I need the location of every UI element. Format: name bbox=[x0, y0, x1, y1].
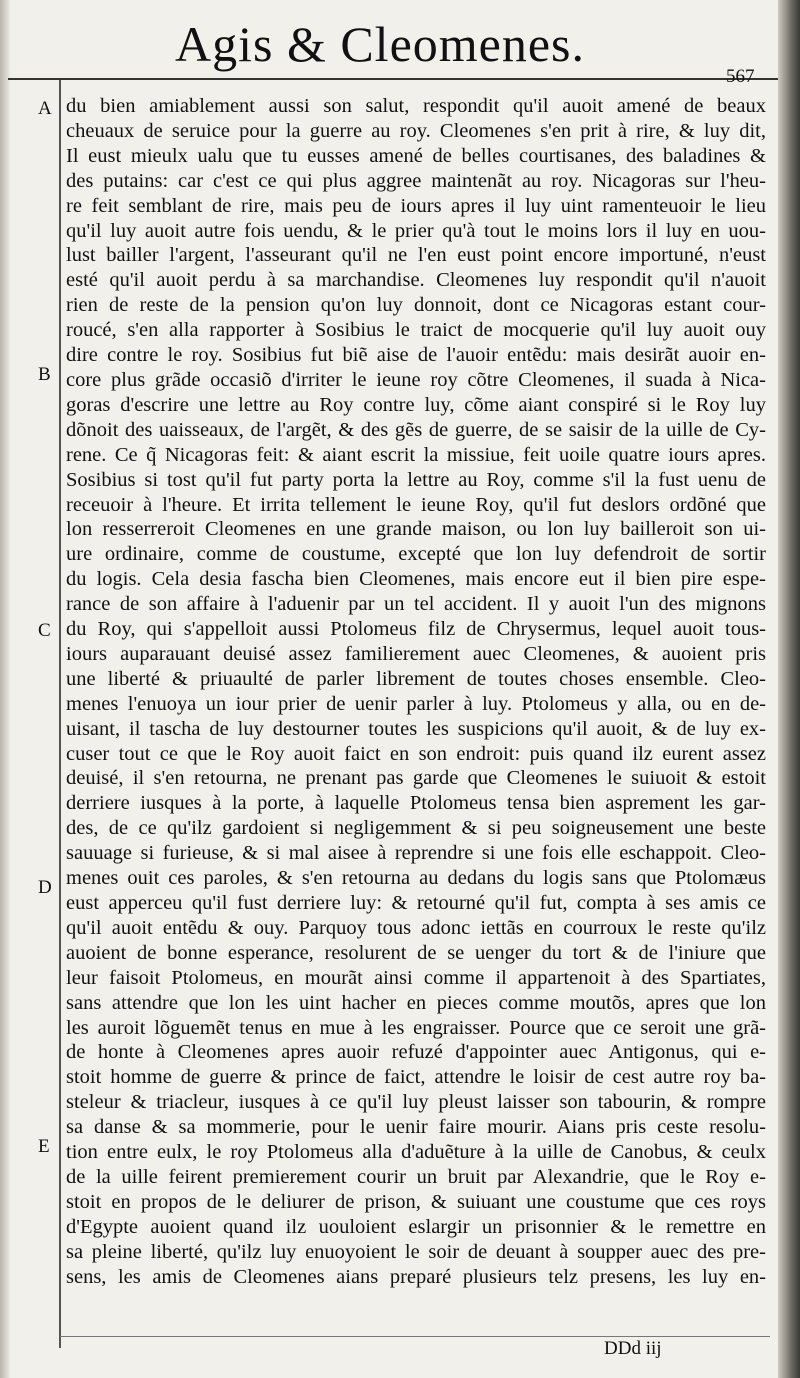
margin-marker-e: E bbox=[38, 1136, 50, 1157]
text-line: cheuaux de seruice pour la guerre au roy. Cleomenes s'en prit à rire, & luy dit, bbox=[66, 119, 766, 142]
footer-rule bbox=[60, 1336, 770, 1337]
text-line: stoit en propos de le deliurer de prison, & suiuant une coustume que ces roys bbox=[66, 1190, 766, 1213]
text-line: de la uille feirent premierement courir un bruit par Alexandrie, que le Roy e- bbox=[66, 1165, 766, 1188]
text-line: rance de son affaire à l'aduenir par un tel accident. Il y auoit l'un des mignons bbox=[66, 593, 766, 616]
text-line: rene. Ce q̃ Nicagoras feit: & aiant escrit la missiue, feit uoile quatre iours apres. bbox=[66, 443, 766, 466]
text-line: lon resserreroit Cleomenes en une grande maison, ou lon luy bailleroit son ui- bbox=[66, 518, 766, 541]
text-line: d'Egypte auoient quand ilz uouloient eslargir un prisonnier & le remettre en bbox=[66, 1215, 766, 1238]
page-left-edge bbox=[0, 0, 10, 1378]
page-number: 567 bbox=[726, 66, 755, 87]
text-line: derriere iusques à la porte, à laquelle Ptolomeus tensa bien asprement les gar- bbox=[66, 792, 766, 815]
text-line: qu'il auoit entẽdu & ouy. Parquoy tous adonc iettãs en courroux le reste qu'ilz bbox=[66, 916, 766, 939]
text-line: sa pleine liberté, qu'ilz luy enuoyoient le soir de deuant à soupper auec des pre- bbox=[66, 1240, 766, 1263]
text-line: esté qu'il auoit perdu à sa marchandise. Cleomenes luy respondit qu'il n'auoit bbox=[66, 269, 766, 292]
text-line: des, de ce qu'ilz gardoient si negligemment & si peu soigneusement une beste bbox=[66, 817, 766, 840]
text-line: du Roy, qui s'appelloit aussi Ptolomeus filz de Chrysermus, lequel auoit tous- bbox=[66, 618, 766, 641]
running-title: Agis & Cleomenes. bbox=[174, 16, 586, 72]
text-line: du bien amiablement aussi son salut, respondit qu'il auoit amené de beaux bbox=[66, 95, 766, 117]
text-line: ure ordinaire, comme de coustume, excepté que lon luy defendroit de sortir bbox=[66, 543, 766, 566]
text-line: de honte à Cleomenes apres auoir refuzé d'appointer auec Antigonus, qui e- bbox=[66, 1041, 766, 1064]
signature-mark: DDd iij bbox=[604, 1338, 662, 1359]
text-line: goras d'escrire une lettre au Roy contre luy, cõme aiant conspiré si le Roy luy bbox=[66, 393, 766, 416]
text-line: du logis. Cela desia fascha bien Cleomenes, mais encore eut il bien pire espe- bbox=[66, 568, 766, 591]
text-line: sauuage si furieuse, & si mal aisee à reprendre si une fois elle eschappoit. Cleo- bbox=[66, 842, 766, 865]
text-line: sa danse & sa mommerie, pour le uenir faire mourir. Aians pris ceste resolu- bbox=[66, 1116, 766, 1139]
text-line: une liberté & priuaulté de parler librement de toutes choses ensemble. Cleo- bbox=[66, 667, 766, 690]
text-line: rien de reste de la pension qu'on luy donnoit, dont ce Nicagoras estant cour- bbox=[66, 294, 766, 317]
left-margin-rule bbox=[59, 80, 61, 1348]
text-line: sans attendre que lon les uint hacher en pieces comme moutõs, apres que lon bbox=[66, 991, 766, 1014]
text-line: eust apperceu qu'il fust derriere luy: & retourné qu'il fut, compta à ses amis ce bbox=[66, 892, 766, 914]
text-line: des putains: car c'est ce qui plus aggree maintenãt au roy. Nicagoras sur l'heu- bbox=[66, 169, 766, 192]
text-line: qu'il luy auoit autre fois uendu, & le prier qu'à tout le moins lors il luy en uou- bbox=[66, 219, 766, 242]
text-line: menes ouit ces paroles, & s'en retourna au dedans du logis sans que Ptolomæus bbox=[66, 867, 766, 890]
text-line: Sosibius si tost qu'il fut party porta la lettre au Roy, comme s'il la fust uenu de bbox=[66, 468, 766, 491]
text-line: dõnoit des uaisseaux, de l'argẽt, & des gẽs de guerre, de se saisir de la uille de Cy- bbox=[66, 418, 766, 441]
text-line: leur faisoit Ptolomeus, en mourãt ainsi comme il appartenoit à des Spartiates, bbox=[66, 966, 766, 989]
text-line: sens, les amis de Cleomenes aians preparé plusieurs telz presens, les luy en- bbox=[66, 1265, 766, 1288]
body-text bbox=[66, 94, 766, 1290]
text-line: Il eust mieulx ualu que tu eusses amené de belles courtisanes, des baladines & bbox=[66, 144, 766, 167]
text-line: iours auparauant deuisé assez familierement auec Cleomenes, & auoient pris bbox=[66, 642, 766, 665]
text-line: core plus grãde occasiõ d'irriter le ieune roy cõtre Cleomenes, il suada à Nica- bbox=[66, 368, 766, 391]
header-rule bbox=[8, 78, 778, 80]
text-line: steleur & triacleur, iusques à ce qu'il luy pleust laisser son tabourin, & rompre bbox=[66, 1091, 766, 1114]
text-line: re feit semblant de rire, mais peu de iours apres il luy uint ramenteuoir le lieu bbox=[66, 194, 766, 217]
text-line: dire contre le roy. Sosibius fut biẽ aise de l'auoir entẽdu: mais desirãt auoir en- bbox=[66, 344, 766, 367]
margin-marker-b: B bbox=[38, 364, 51, 385]
text-line: deuisé, il s'en retourna, ne prenant pas garde que Cleomenes le suiuoit & estoit bbox=[66, 767, 766, 790]
text-line: stoit homme de guerre & prince de faict, attendre le loisir de cest autre roy ba- bbox=[66, 1066, 766, 1089]
text-line: cuser tout ce que le Roy auoit faict en son endroit: puis quand ilz eurent assez bbox=[66, 742, 766, 765]
text-line: les auroit lõguemẽt tenus en mue à les engraisser. Pource que ce seroit une grã- bbox=[66, 1016, 766, 1039]
text-line: tion entre eulx, le roy Ptolomeus alla d'aduẽture à la uille de Canobus, & ceulx bbox=[66, 1141, 766, 1164]
margin-marker-c: C bbox=[38, 620, 51, 641]
text-line: uisant, il tascha de luy destourner toutes les suspicions qu'il auoit, & de luy ex- bbox=[66, 717, 766, 740]
text-line: menes l'enuoya un iour prier de uenir parler à luy. Ptolomeus y alla, ou en de- bbox=[66, 692, 766, 715]
margin-marker-a: A bbox=[38, 98, 52, 119]
margin-marker-d: D bbox=[38, 877, 52, 898]
page-gutter-shadow bbox=[778, 0, 800, 1378]
text-line: lust bailler l'argent, l'asseurant qu'il ne l'en eust point encore importuné, n'eust bbox=[66, 244, 766, 267]
text-line: receuoir à l'heure. Et irrita tellement le ieune Roy, qu'il fut deslors ordõné que bbox=[66, 493, 766, 516]
text-line: roucé, s'en alla rapporter à Sosibius le traict de mocquerie qu'il luy auoit ouy bbox=[66, 319, 766, 342]
text-line: auoient de bonne esperance, resolurent de se uenger du tort & de l'iniure que bbox=[66, 941, 766, 964]
